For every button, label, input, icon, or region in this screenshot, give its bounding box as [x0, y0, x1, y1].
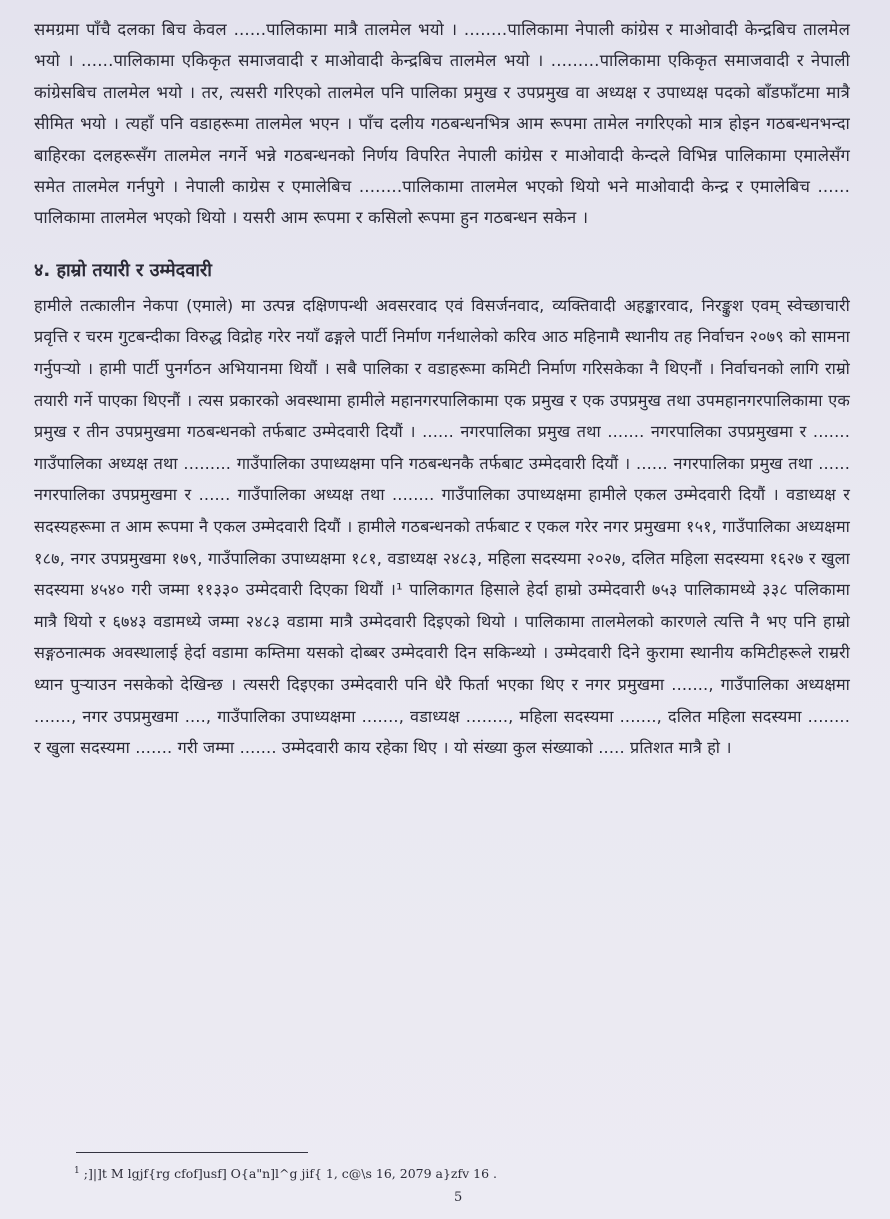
footnote-divider [76, 1152, 308, 1153]
footnote-mark: 1 [74, 1166, 80, 1176]
footnote-text: ;]|]t M lgjf{rg cfof]usf] O{a"n]l^g jif{ 1, c@\s 16, 2079 a}zfv 16 . [83, 1166, 498, 1182]
paragraph-alliance-coordination: समग्रमा पाँचै दलका बिच केवल ......पालिकामा मात्रै तालमेल भयो । ........पालिकामा नेपाली कांग्रेस र माओवादी केन्द्रबिच तालमेल भयो । ......पालिकामा एकिकृत समाजवादी र माओवादी केन्द्रबिच तालमेल भयो । .........पालिकामा एकिकृत समाजवादी र नेपाली कांग्रेसबिच तालमेल भयो । तर, त्यसरी गरिएको तालमेल पनि पालिका प्रमुख र उपप्रमुख वा अध्यक्ष र उपाध्यक्ष पदको बाँडफाँटमा मात्रै सीमित भयो । त्यहाँ पनि वडाहरूमा तालमेल भएन । पाँच दलीय गठबन्धनभित्र आम रूपमा तामेल नगरिएको मात्र होइन गठबन्धनभन्दा बाहिरका दलहरूसँग तालमेल नगर्ने भन्ने गठबन्धनको निर्णय विपरित नेपाली कांग्रेस र माओवादी केन्दले विभिन्न पालिकामा एमालेसँग समेत तालमेल गर्नपुगे । नेपाली काग्रेस र एमालेबिच ........पालिकामा तालमेल भएको थियो भने माओवादी केन्द्र र एमालेबिच ...... पालिकामा तालमेल भएको थियो । यसरी आम रूपमा र कसिलो रूपमा हुन गठबन्धन सकेन । [34, 20, 850, 228]
section-heading: ४. हाम्रो तयारी र उम्मेदवारी [34, 259, 212, 281]
footnote [74, 1166, 497, 1181]
paragraph-candidacy: हामीले तत्कालीन नेकपा (एमाले) मा उत्पन्न दक्षिणपन्थी अवसरवाद एवं विसर्जनवाद, व्यक्तिवादी अहङ्कारवाद, निरङ्कुश एवम् स्वेच्छाचारी प्रवृत्ति र चरम गुटबन्दीका विरुद्ध विद्रोह गरेर नयाँ ढङ्गले पार्टी निर्माण गर्नथालेको करिव आठ महिनामै स्थानीय तह निर्वाचन २०७९ को सामना गर्नुपर्‍यो । हामी पार्टी पुनर्गठन अभियानमा थियौं । सबै पालिका र वडाहरूमा कमिटी निर्माण गरिसकेका नै थिएनौं । निर्वाचनको लागि राम्रो तयारी गर्ने पाएका थिएनौं । त्यस प्रकारको अवस्थामा हामीले महानगरपालिकामा एक प्रमुख र एक उपप्रमुख तथा उपमहानगरपालिकामा एक प्रमुख र तीन उपप्रमुखमा गठबन्धनको तर्फबाट उम्मेदवारी दियौं । ...... नगरपालिका प्रमुख तथा ....... नगरपालिका उपप्रमुखमा र ....... गाउँपालिका अध्यक्ष तथा ......... गाउँपालिका उपाध्यक्षमा पनि गठबन्धनकै तर्फबाट उम्मेदवारी दियौं । ...... नगरपालिका प्रमुख तथा ...... नगरपालिका उपप्रमुखमा र ...... गाउँपालिका अध्यक्ष तथा ........ गाउँपालिका उपाध्यक्षमा हामीले एकल उम्मेदवारी दियौं । वडाध्यक्ष र सदस्यहरूमा त आम रूपमा नै एकल उम्मेदवारी दियौं । हामीले गठबन्धनको तर्फबाट र एकल गरेर नगर प्रमुखमा १५१, गाउँपालिका अध्यक्षमा १८७, नगर उपप्रमुखमा १७९, गाउँपालिका उपाध्यक्षमा १८१, वडाध्यक्ष २४८३, महिला सदस्यमा २०२७, दलित महिला सदस्यमा १६२७ र खुला सदस्यमा ४५४० गरी जम्मा ११३३० उम्मेदवारी दिएका थियौं ।¹ पालिकागत हिसाले हेर्दा हाम्रो उम्मेदवारी ७५३ पालिकामध्ये ३३८ पलिकामा मात्रै थियो र ६७४३ वडामध्ये जम्मा २४८३ वडामा मात्रै उम्मेदवारी दिइएको थियो । पालिकामा तालमेलको कारणले त्यत्ति नै भए पनि हाम्रो सङ्गठनात्मक अवस्थालाई हेर्दा वडामा कम्तिमा यसको दोब्बर उम्मेदवारी दिन सकिन्थ्यो । उम्मेदवारी दिने कुरामा स्थानीय कमिटीहरूले राम्ररी ध्यान पुऱ्याउन नसकेको देखिन्छ । त्यसरी दिइएका उम्मेदवारी पनि धेरै फिर्ता भएका थिए र नगर प्रमुखमा ......., गाउँपालिका अध्यक्षमा ......., नगर उपप्रमुखमा ...., गाउँपालिका उपाध्यक्षमा ......., वडाध्यक्ष ........, महिला सदस्यमा ......., दलित महिला सदस्यमा ........ र खुला सदस्यमा ....... गरी जम्मा ....... उम्मेदवारी काय रहेका थिए । यो संख्या कुल संख्याको ..... प्रतिशत मात्रै हो । [34, 295, 850, 758]
page-number: 5 [454, 1190, 463, 1205]
